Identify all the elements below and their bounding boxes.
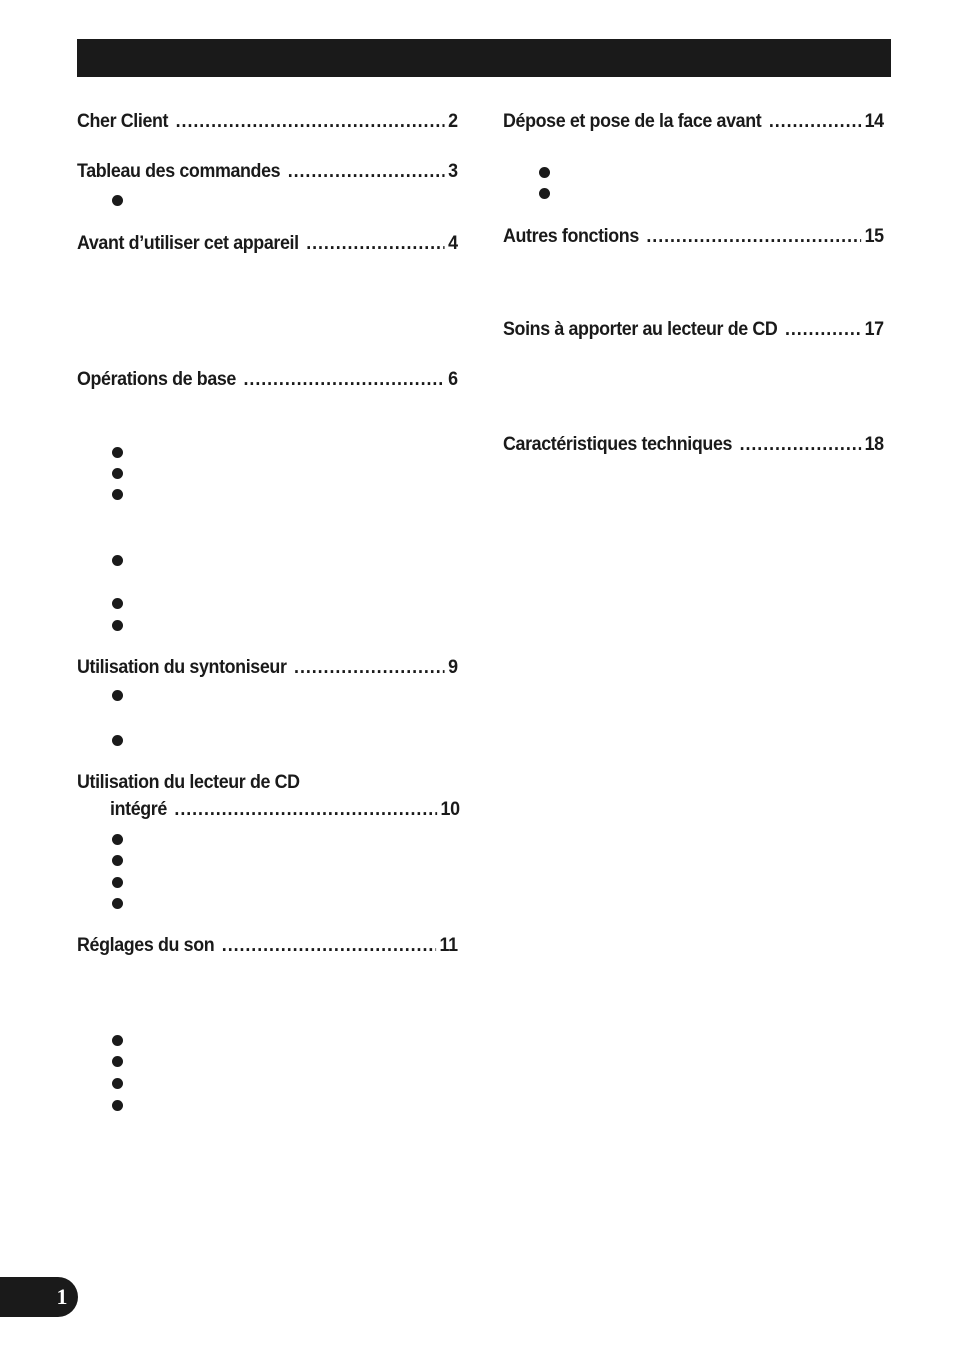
toc-entry-cher-client[interactable] <box>77 111 458 139</box>
toc-entry-page: 17 <box>864 319 884 340</box>
toc-entry-page: 11 <box>439 935 458 956</box>
toc-entry-caracteristiques-techniques[interactable] <box>503 434 884 462</box>
toc-entry-depose-et-pose[interactable] <box>503 111 884 139</box>
toc-entry-title-continued: intégré <box>110 799 167 820</box>
dot-leader <box>306 233 444 255</box>
dot-leader <box>785 319 861 341</box>
bullet-icon <box>112 735 123 746</box>
toc-entry-title: Autres fonctions <box>503 226 639 247</box>
toc-entry-utilisation-du-syntoniseur[interactable] <box>77 657 458 685</box>
toc-entry-operations-de-base[interactable] <box>77 369 458 397</box>
toc-entry-page: 10 <box>440 799 460 820</box>
bullet-icon <box>112 1056 123 1067</box>
dot-leader <box>288 161 445 183</box>
toc-entry-title: Utilisation du syntoniseur <box>77 657 287 678</box>
toc-entry-tableau-des-commandes[interactable] <box>77 161 458 189</box>
toc-entry-avant-d-utiliser[interactable] <box>77 233 458 261</box>
dot-leader <box>244 369 445 391</box>
toc-entry-page: 14 <box>864 111 884 132</box>
page-number: 1 <box>56 1284 68 1309</box>
bullet-icon <box>112 489 123 500</box>
bullet-icon <box>112 690 123 701</box>
toc-entry-title[interactable]: Utilisation du lecteur de CD <box>77 772 300 793</box>
bullet-icon <box>112 1078 123 1089</box>
bullet-icon <box>112 1100 123 1111</box>
toc-entry-page: 18 <box>864 434 884 455</box>
toc-entry-page: 3 <box>448 161 458 182</box>
bullet-icon <box>112 877 123 888</box>
bullet-icon <box>539 188 550 199</box>
dot-leader <box>174 799 436 821</box>
toc-entry-title: Cher Client <box>77 111 169 132</box>
toc-entry-page: 2 <box>448 111 458 132</box>
bullet-icon <box>112 834 123 845</box>
toc-entry-page: 4 <box>448 233 458 254</box>
toc-entry-page: 15 <box>864 226 884 247</box>
dot-leader <box>646 226 860 248</box>
bullet-icon <box>112 447 123 458</box>
toc-entry-title: Réglages du son <box>77 935 215 956</box>
toc-entry-page: 9 <box>448 657 458 678</box>
bullet-icon <box>112 898 123 909</box>
toc-entry-title: Dépose et pose de la face avant <box>503 111 762 132</box>
toc-entry-autres-fonctions[interactable] <box>503 226 884 254</box>
bullet-icon <box>112 468 123 479</box>
bullet-icon <box>539 167 550 178</box>
toc-entry-title: Soins à apporter au lecteur de CD <box>503 319 778 340</box>
bullet-icon <box>112 855 123 866</box>
bullet-icon <box>112 1035 123 1046</box>
bullet-icon <box>112 620 123 631</box>
dot-leader <box>176 111 445 133</box>
toc-entry-title: Tableau des commandes <box>77 161 281 182</box>
dot-leader <box>294 657 444 679</box>
toc-entry-title: Opérations de base <box>77 369 236 390</box>
bullet-icon <box>112 195 123 206</box>
toc-entry-reglages-du-son[interactable] <box>77 935 458 963</box>
toc-entry-title: Avant d’utiliser cet appareil <box>77 233 299 254</box>
dot-leader <box>740 434 861 456</box>
bullet-icon <box>112 598 123 609</box>
bullet-icon <box>112 555 123 566</box>
header-bar <box>77 39 891 77</box>
toc-entry-lecteur-cd-integre[interactable] <box>110 799 460 827</box>
toc-entry-title: Caractéristiques techniques <box>503 434 733 455</box>
toc-entry-soins-lecteur-cd[interactable] <box>503 319 884 347</box>
dot-leader <box>769 111 861 133</box>
toc-entry-page: 6 <box>448 369 458 390</box>
dot-leader <box>222 935 436 957</box>
